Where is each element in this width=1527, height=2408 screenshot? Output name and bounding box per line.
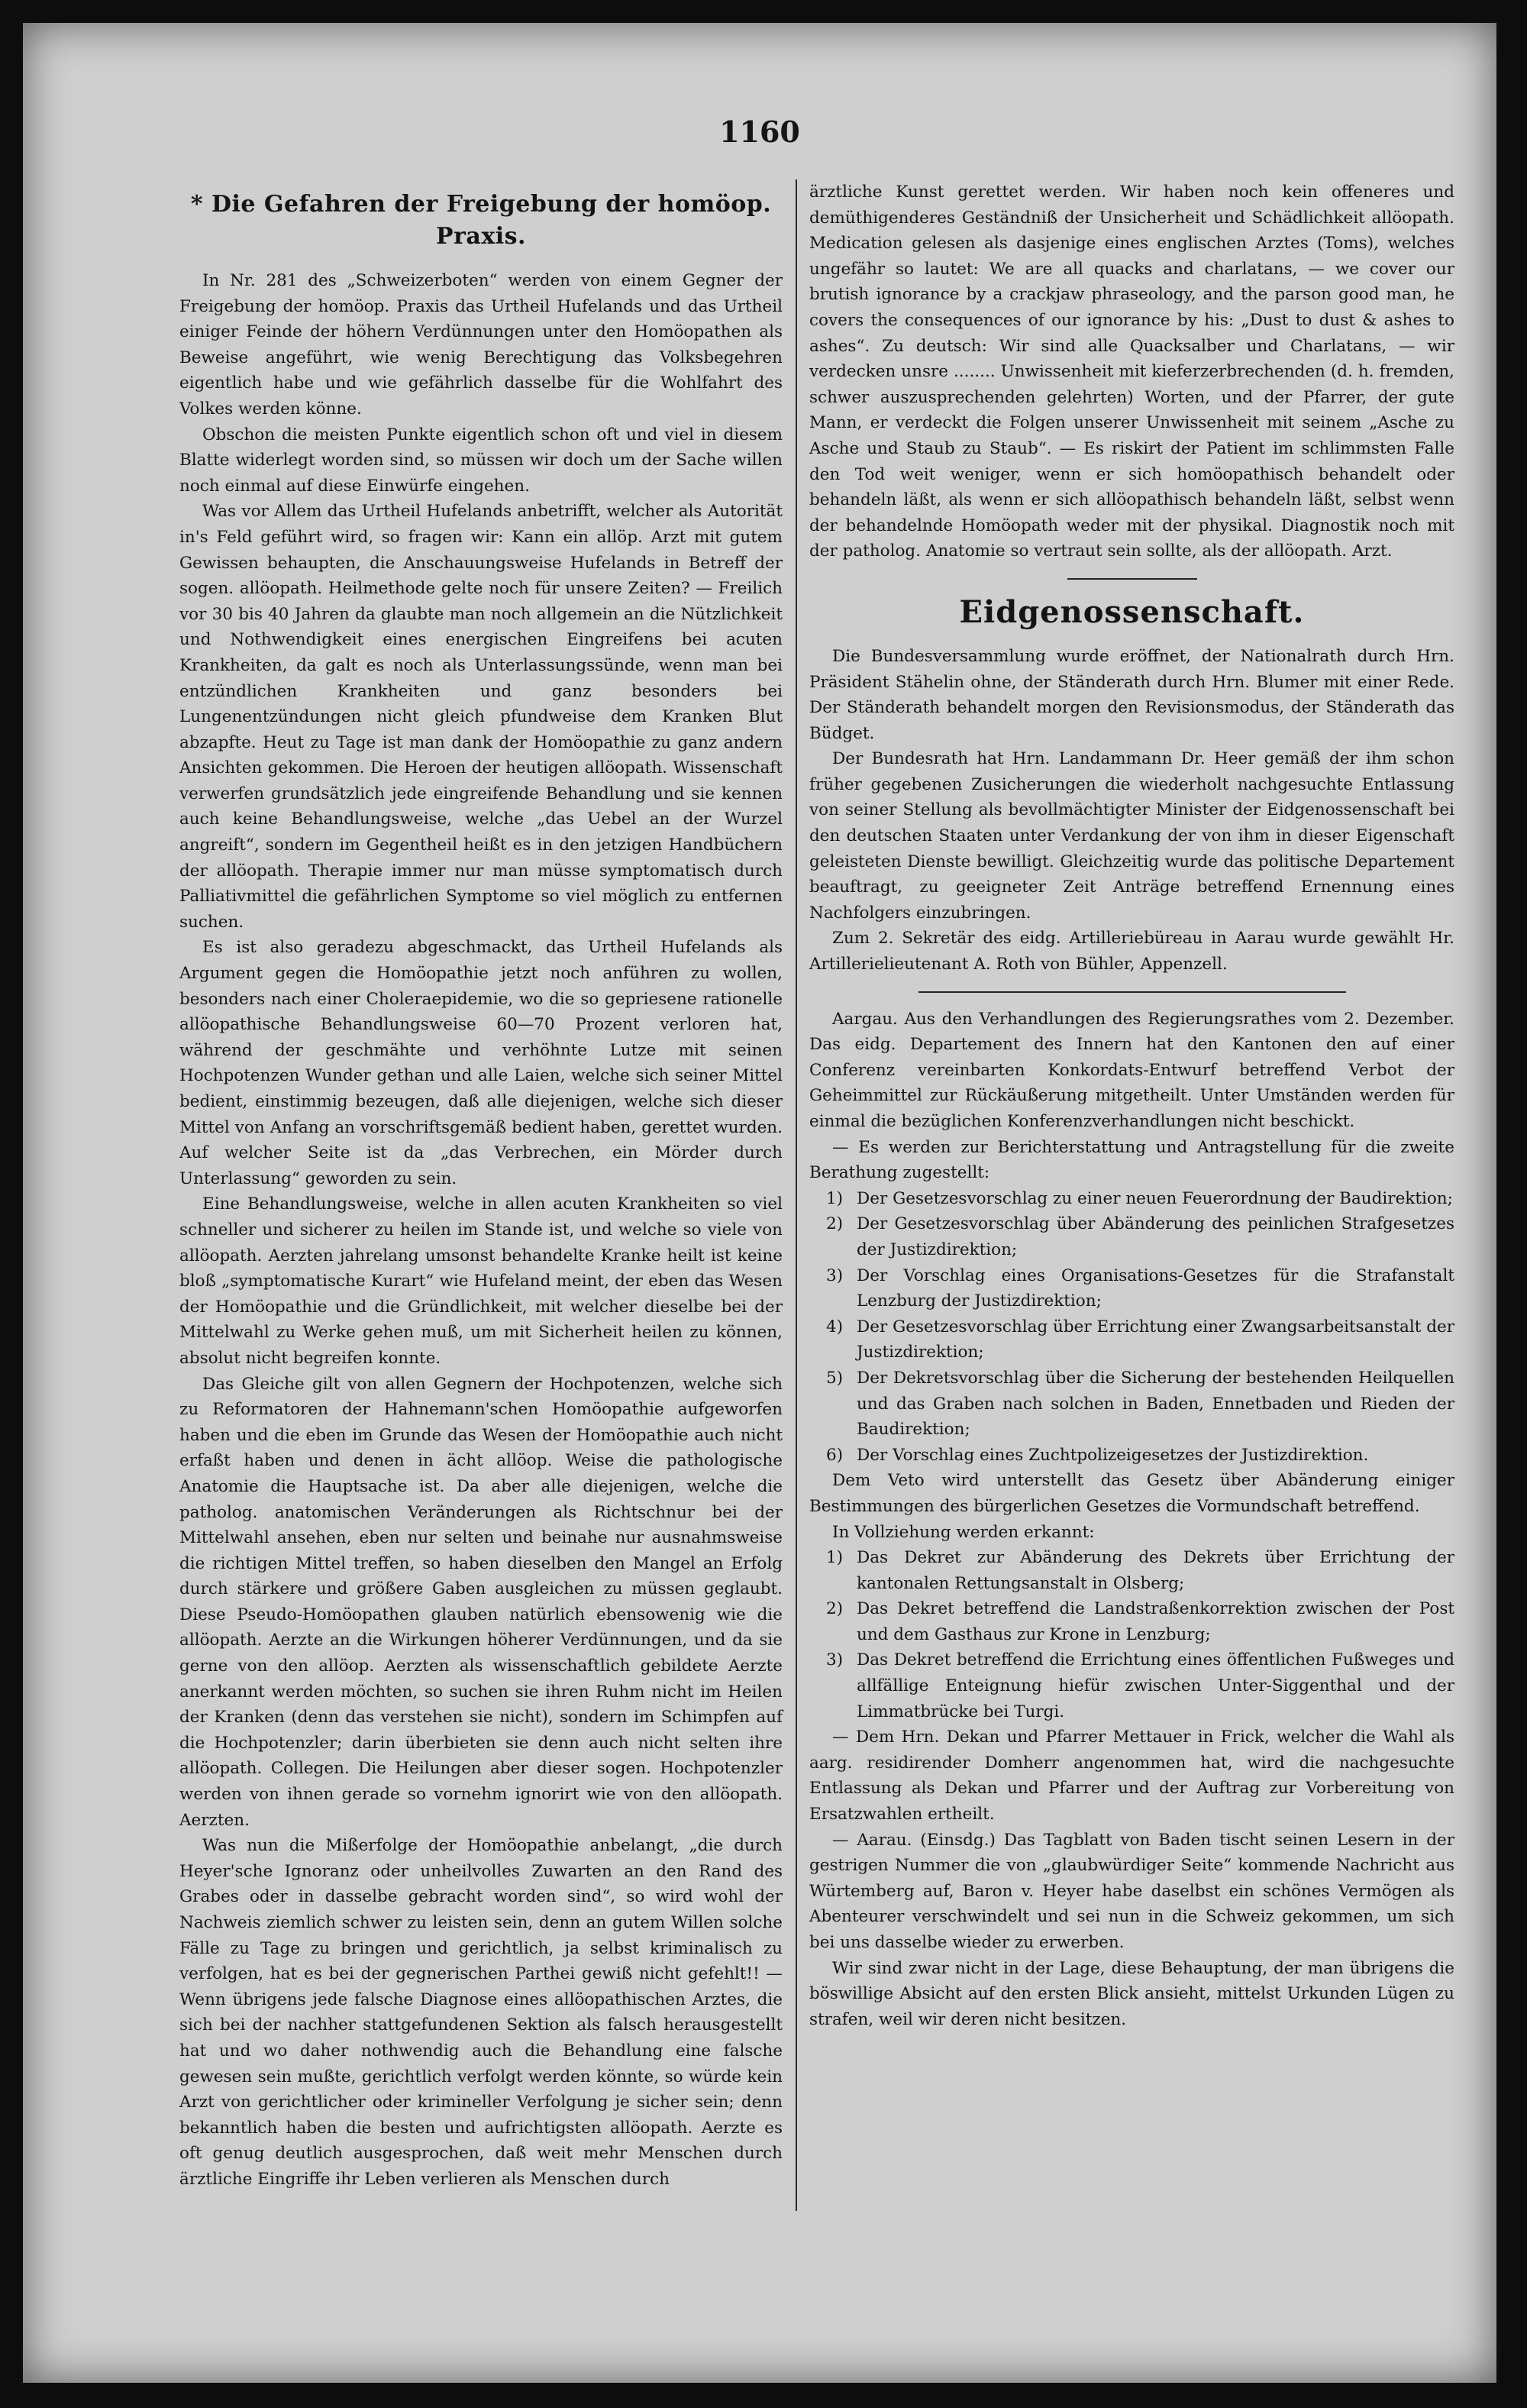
article-paragraph: Das Gleiche gilt von allen Gegnern der Hochpotenzen, welche sich zu Reformatoren der Hahnemann'schen Homöopathie aufgeworfen haben und die eben im Grunde das Wesen der Homöopathie auch nicht erfaßt haben und denen in ächt allöop. Weise die pathologische Anatomie die Hauptsache ist. Da aber alle diejenigen, welche die patholog. anatomischen Veränderungen als Richtschnur bei der Mittelwahl ansehen, eben nur selten und beinahe nur ausnahmsweise die richtigen Mittel treffen, so haben dieselben den Mangel an Erfolg durch stärkere und größere Gaben ausgleichen zu müssen geglaubt. Diese Pseudo-Homöopathen glauben natürlich ebensowenig wie die allöopath. Aerzte an die Wirkungen höherer Verdünnungen, und da sie gerne von den allöop. Aerzten als wissenschaftlich gebildete Aerzte anerkannt werden möchten, so suchen sie ihren Ruhm nicht im Heilen der Kranken (denn das verstehen sie nicht), sondern im Schimpfen auf die Hochpotenzler; darin überbieten sie denn auch nicht selten ihre allöopath. Collegen. Die Heilungen aber dieser sogen. Hochpotenzler werden von ihnen gerade so vornehm ignorirt wie von den allöopath. Aerzten. (179, 1374, 783, 1830)
article-paragraph: Eine Behandlungsweise, welche in allen acuten Krankheiten so viel schneller und sicherer zu heilen im Stande ist, und welche so viele von allöopath. Aerzten jahrelang umsonst behandelte Kranke heilt ist keine bloß „symptomatische Kurart“ wie Hufeland meint, der eben das Wesen der Homöopathie und die Gründlichkeit, mit welcher dieselbe bei der Mittelwahl zu Werke gehen muß, um mit Sicherheit heilen zu können, absolut nicht begreifen konnte. (179, 1194, 783, 1368)
left-column (179, 179, 783, 2193)
list-item: 3) Der Vorschlag eines Organisations-Gesetzes für die Strafanstalt Lenzburg der Justizdirektion; (826, 1265, 1454, 1311)
article-paragraph: Obschon die meisten Punkte eigentlich schon oft und viel in diesem Blatte widerlegt worden sind, so müssen wir doch um der Sache willen noch einmal auf diese Einwürfe eingehen. (179, 425, 783, 496)
section-title: Eidgenossenschaft. (959, 593, 1305, 630)
list-item: 3) Das Dekret betreffend die Errichtung eines öffentlichen Fußweges und allfällige Enteignung hiefür zwischen Unter-Siggenthal und der Limmatbrücke bei Turgi. (826, 1650, 1454, 1721)
list-item: 5) Der Dekretsvorschlag über die Sicherung der bestehenden Heilquellen und das Graben nach solchen in Baden, Ennetbaden und Rieden der Baudirektion; (826, 1368, 1454, 1440)
article-headline: * Die Gefahren der Freigebung der homöop. Praxis. (190, 191, 772, 250)
news-paragraph: Dem Veto wird unterstellt das Gesetz über Abänderung einiger Bestimmungen des bürgerlichen Gesetzes die Vormundschaft betreffend. (809, 1471, 1454, 1516)
list-item: 1) Der Gesetzesvorschlag zu einer neuen Feuerordnung der Baudirektion; (826, 1188, 1453, 1208)
list-item: 2) Der Gesetzesvorschlag über Abänderung des peinlichen Strafgesetzes der Justizdirektion; (826, 1214, 1454, 1259)
news-paragraph: — Dem Hrn. Dekan und Pfarrer Mettauer in Frick, welcher die Wahl als aarg. residirender Domherr angenommen hat, wird die nachgesuchte Entlassung als Dekan und Pfarrer und der Auftrag zur Vorbereitung von Ersatzwahlen ertheilt. (809, 1728, 1454, 1825)
news-paragraph: Die Bundesversammlung wurde eröffnet, der Nationalrath durch Hrn. Präsident Stähelin ohne, der Ständerath durch Hrn. Blumer mit einer Rede. Der Ständerath behandelt morgen den Revisionsmodus, der Ständerath das Büdget. (809, 646, 1454, 743)
execution-list (809, 1545, 1454, 1724)
article-paragraph: Es ist also geradezu abgeschmackt, das Urtheil Hufelands als Argument gegen die Homöopathie jetzt noch anführen zu wollen, besonders nach einer Choleraepidemie, wo die so gepriesene rationelle allöopathische Behandlungsweise 60—70 Prozent verloren hat, während der geschmähte und verhöhnte Lutze mit seinen Hochpotenzen Wunder gethan und alle Laien, welche sich seiner Mittel bedient, einstimmig bezeugen, daß alle diejenigen, welche sich dieser Mittel von Anfang an vorschriftsgemäß bedient haben, gerettet wurden. Auf welcher Seite ist da „das Verbrechen, ein Mörder durch Unterlassung“ geworden zu sein. (179, 938, 783, 1188)
news-paragraph: In Vollziehung werden erkannt: (832, 1522, 1095, 1542)
news-paragraph: Aargau. Aus den Verhandlungen des Regierungsrathes vom 2. Dezember. Das eidg. Departement des Innern hat den Kantonen den auf einer Conferenz vereinbarten Konkordats-Entwurf betreffend Verbot der Geheimmittel zur Rückäußerung mitgetheilt. Unter Umständen werden für einmal die bezüglichen Konferenzverhandlungen nicht beschickt. (809, 1009, 1454, 1131)
right-column (809, 179, 1454, 2032)
list-item: 2) Das Dekret betreffend die Landstraßenkorrektion zwischen der Post und dem Gasthaus zur Krone in Lenzburg; (826, 1599, 1454, 1644)
column-divider (796, 179, 797, 2211)
article-continuation: ärztliche Kunst gerettet werden. Wir haben noch kein offeneres und demüthigenderes Geständniß der Unsicherheit und Schädlichkeit allöopath. Medication gelesen als dasjenige eines englischen Arztes (Toms), welches ungefähr so lautet: We are all quacks and charlatans, — we cover our brutish ignorance by a crackjaw phraseology, and the parson good man, he covers the consequences of our ignorance by his: „Dust to dust & ashes to ashes“. Zu deutsch: Wir sind alle Quacksalber und Charlatans, — wir verdecken unsre ........ Unwissenheit mit kieferzerbrechenden (d. h. fremden, schwer auszusprechenden gelehrten) Worten, und der Pfarrer, der gute Mann, er verdeckt die Folgen unserer Unwissenheit mit seinem „Asche zu Asche und Staub zu Staub“. — Es riskirt der Patient im schlimmsten Falle den Tod weit weniger, wenn er sich homöopathisch behandelt oder behandeln läßt, als wenn er sich allöopathisch behandeln läßt, selbst wenn der behandelnde Homöopath weder mit der physikal. Diagnostik noch mit der patholog. Anatomie so vertraut sein sollte, als der allöopath. Arzt. (809, 183, 1454, 561)
article-paragraph: In Nr. 281 des „Schweizerboten“ werden von einem Gegner der Freigebung der homöop. Praxis das Urtheil Hufelands und das Urtheil einiger Feinde der höhern Verdünnungen unter den Homöopathen als Beweise angeführt, wie wenig Berechtigung das Volksbegehren eigentlich habe und wie gefährlich dasselbe für die Wohlfahrt des Volkes werden könne. (179, 271, 783, 419)
referral-list (809, 1186, 1454, 1469)
news-divider (918, 991, 1346, 993)
list-item: 4) Der Gesetzesvorschlag über Errichtung einer Zwangsarbeitsanstalt der Justizdirektion; (826, 1317, 1454, 1362)
newspaper-page (23, 23, 1496, 2383)
section-divider (1067, 578, 1197, 580)
list-item: 6) Der Vorschlag eines Zuchtpolizeigesetzes der Justizdirektion. (826, 1445, 1369, 1465)
news-paragraph: — Es werden zur Berichterstattung und Antragstellung für die zweite Berathung zugestellt: (809, 1137, 1454, 1183)
list-item: 1) Das Dekret zur Abänderung des Dekrets über Errichtung der kantonalen Rettungsanstalt in Olsberg; (826, 1548, 1454, 1593)
news-paragraph: — Aarau. (Einsdg.) Das Tagblatt von Baden tischt seinen Lesern in der gestrigen Nummer die von „glaubwürdiger Seite“ kommende Nachricht aus Würtemberg auf, Baron v. Heyer habe daselbst ein schönes Vermögen als Abenteurer verschwindelt und sei nun in die Schweiz gekommen, um sich bei uns dasselbe wieder zu erwerben. (809, 1830, 1454, 1952)
news-paragraph: Wir sind zwar nicht in der Lage, diese Behauptung, der man übrigens die böswillige Absicht auf den ersten Blick ansieht, mittelst Urkunden Lügen zu strafen, weil wir deren nicht besitzen. (809, 1958, 1454, 2029)
article-paragraph: Was nun die Mißerfolge der Homöopathie anbelangt, „die durch Heyer'sche Ignoranz oder unheilvolles Zuwarten an den Rand des Grabes oder in dasselbe gebracht worden sind“, so wird wohl der Nachweis ziemlich schwer zu leisten sein, denn an gutem Willen solche Fälle zu Tage zu bringen und gerichtlich, ja selbst kriminalisch zu verfolgen, hat es bei der gegnerischen Parthei gewiß nicht gefehlt!! — Wenn übrigens jede falsche Diagnose eines allöopathischen Arztes, die sich bei der nachher stattgefundenen Sektion als falsch herausgestellt hat und wo daher nothwendig auch die Behandlung eine falsche gewesen sein mußte, gerichtlich verfolgt werden könnte, so würde kein Arzt von gerichtlicher oder krimineller Verfolgung je sicher sein; denn bekanntlich haben die besten und aufrichtigsten allöopath. Aerzte es oft genug deutlich ausgesprochen, daß weit mehr Menschen durch ärztliche Eingriffe ihr Leben verlieren als Menschen durch (179, 1836, 783, 2189)
news-paragraph: Zum 2. Sekretär des eidg. Artilleriebüreau in Aarau wurde gewählt Hr. Artillerielieutenant A. Roth von Bühler, Appenzell. (809, 929, 1454, 975)
article-paragraph: Was vor Allem das Urtheil Hufelands anbetrifft, welcher als Autorität in's Feld geführt wird, so fragen wir: Kann ein allöp. Arzt mit gutem Gewissen behaupten, die Anschauungsweise Hufelands in Betreff der sogen. allöopath. Heilmethode gelte noch für unsere Zeiten? — Freilich vor 30 bis 40 Jahren da glaubte man noch allgemein an die Nützlichkeit und Nothwendigkeit eines energischen Eingreifens bei acuten Krankheiten, da galt es noch als Unterlassungssünde, wenn man bei entzündlichen Krankheiten und ganz besonders bei Lungenentzündungen nicht gleich pfundweise dem Kranken Blut abzapfte. Heut zu Tage ist man dank der Homöopathie zu ganz andern Ansichten gekommen. Die Heroen der heutigen allöopath. Wissenschaft verwerfen grundsätzlich jede eingreifende Behandlung und sie kennen auch keine Behandlungsweise, welche „das Uebel an der Wurzel angreift“, sondern im Gegentheil heißt es in den jetzigen Handbüchern der allöopath. Therapie immer nur man müsse symptomatisch durch Palliativmittel die gefährlichen Symptome so viel möglich zu entfernen suchen. (179, 502, 783, 932)
page-number: 1160 (719, 115, 800, 149)
news-paragraph: Der Bundesrath hat Hrn. Landammann Dr. Heer gemäß der ihm schon früher gegebenen Zusicherungen die wiederholt nachgesuchte Entlassung von seiner Stellung als bevollmächtigter Minister der Eidgenossenschaft bei den deutschen Staaten unter Verdankung der von ihm in dieser Eigenschaft geleisteten Dienste bewilligt. Gleichzeitig wurde das politische Departement beauftragt, zu geeigneter Zeit Anträge betreffend Ernennung eines Nachfolgers einzubringen. (809, 749, 1454, 923)
